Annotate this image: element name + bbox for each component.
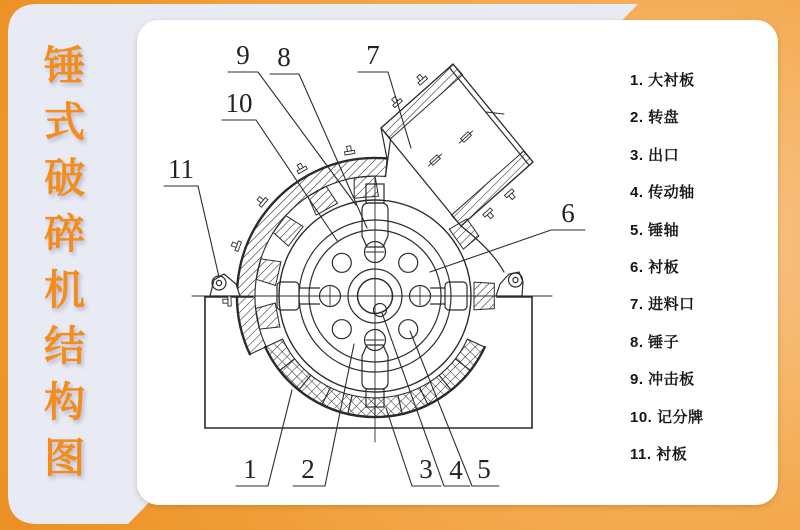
parts-legend [630, 62, 780, 473]
legend-item-8: 8. 锤子 [630, 333, 680, 351]
callout-1: 1 [243, 454, 257, 484]
callout-11: 11 [168, 154, 194, 184]
callout-10: 10 [225, 88, 253, 118]
vertical-title: 锤式破碎机结构图 [38, 44, 85, 492]
legend-item-10: 10. 记分牌 [630, 408, 704, 426]
legend-item-11: 11. 衬板 [630, 445, 688, 463]
legend-item-5: 5. 锤轴 [630, 221, 680, 239]
legend-item-2: 2. 转盘 [630, 109, 680, 127]
legend-item-4: 4. 传动轴 [630, 184, 695, 202]
callout-2: 2 [301, 454, 315, 484]
legend-item-1: 1. 大衬板 [630, 72, 695, 89]
legend-item-9: 9. 冲击板 [630, 371, 695, 389]
callout-5: 5 [477, 454, 491, 484]
legend-item-3: 3. 出口 [630, 146, 680, 164]
callout-7: 7 [366, 40, 380, 70]
callout-3: 3 [419, 454, 433, 484]
callout-6: 6 [561, 198, 575, 228]
callout-4: 4 [449, 455, 463, 485]
legend-item-7: 7. 进料口 [630, 296, 695, 314]
callout-8: 8 [277, 42, 291, 72]
legend-item-6: 6. 衬板 [630, 258, 680, 276]
callout-9: 9 [236, 40, 250, 70]
